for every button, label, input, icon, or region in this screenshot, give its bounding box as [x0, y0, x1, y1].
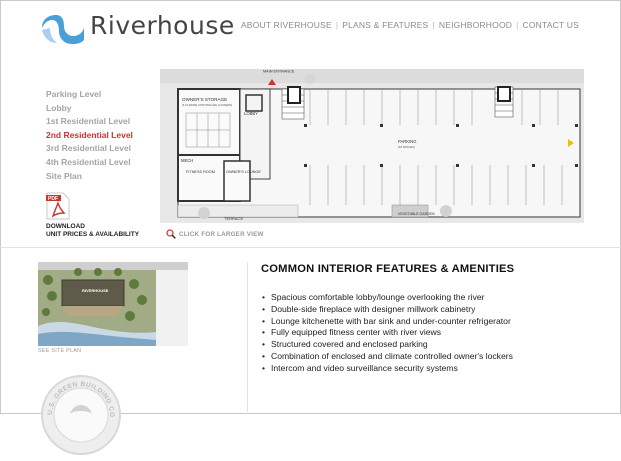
nav-neighborhood[interactable]: NEIGHBORHOOD	[438, 20, 513, 30]
larger-view-link[interactable]	[166, 229, 264, 239]
plan-storage-note: (6 CLIMATE CONTROLLED LOCKERS)	[182, 103, 233, 107]
feature-item: • Double-side fireplace with designer millwork cabinetry	[271, 304, 514, 316]
plan-mech-label: MECH	[181, 158, 194, 163]
feature-item: • Fully equipped fitness center with river views	[271, 327, 514, 339]
level-4th-residential[interactable]: 4th Residential Level	[46, 156, 131, 167]
column-divider	[247, 262, 248, 414]
pdf-file-icon	[46, 192, 70, 220]
feature-item: • Structured covered and enclosed parking	[271, 339, 514, 351]
plan-owners-storage-label: OWNER'S STORAGE	[182, 97, 228, 102]
level-site-plan[interactable]: Site Plan	[46, 170, 82, 181]
plan-terrace-label: TERRACE	[224, 216, 244, 221]
wave-logo-icon	[40, 14, 86, 44]
section-divider	[0, 247, 621, 248]
nav-separator: |	[335, 20, 339, 30]
pdf-download-link[interactable]	[46, 192, 139, 239]
features-list	[261, 292, 514, 375]
plan-parking-note: (18 SPACES)	[398, 145, 415, 149]
features-section	[261, 263, 514, 375]
site-plan-thumbnail[interactable]	[38, 262, 188, 346]
pdf-badge: PDF	[48, 196, 58, 202]
nav-separator: |	[516, 20, 519, 30]
feature-item: • Intercom and video surveillance security systems	[271, 363, 514, 375]
plan-garden-label: VEGETABLE GARDEN	[398, 212, 435, 216]
plan-lobby-label: LOBBY	[244, 111, 258, 116]
plan-main-entrance-label: MAIN ENTRANCE	[263, 69, 295, 74]
download-text: DOWNLOAD	[46, 223, 85, 230]
top-navigation	[237, 20, 579, 30]
level-navigation	[46, 88, 133, 183]
larger-view-label: CLICK FOR LARGER VIEW	[179, 230, 264, 238]
level-lobby[interactable]: Lobby	[46, 102, 72, 113]
unit-prices-text: UNIT PRICES & AVAILABILITY	[46, 231, 140, 238]
green-building-seal	[40, 374, 122, 456]
nav-about[interactable]: ABOUT RIVERHOUSE	[240, 20, 332, 30]
nav-separator: |	[432, 20, 435, 30]
nav-plans-features[interactable]: PLANS & FEATURES	[342, 20, 429, 30]
plan-parking-label: PARKING	[398, 139, 417, 144]
feature-item: • Lounge kitchenette with bar sink and under-counter refrigerator	[271, 316, 514, 328]
feature-item: • Spacious comfortable lobby/lounge overlooking the river	[271, 292, 514, 304]
brand-logo[interactable]	[40, 11, 235, 46]
pdf-download-label	[46, 223, 139, 239]
feature-item: • Combination of enclosed and climate controlled owner's lockers	[271, 351, 514, 363]
brand-name: Riverhouse	[90, 11, 235, 40]
site-plan-building-label: RIVERHOUSE	[82, 288, 109, 293]
level-parking[interactable]: Parking Level	[46, 89, 102, 99]
magnifier-icon	[166, 229, 176, 239]
nav-contact[interactable]: CONTACT US	[522, 20, 579, 30]
features-heading: COMMON INTERIOR FEATURES & AMENITIES	[261, 263, 515, 275]
plan-owners-lounge-label: OWNER'S LOUNGE	[226, 170, 261, 174]
level-2nd-residential[interactable]: 2nd Residential Level	[46, 129, 133, 140]
floor-plan-image[interactable]	[160, 69, 584, 223]
seal-text: U.S. GREEN BUILDING CO	[46, 380, 116, 418]
plan-fitness-label: FITNESS ROOM	[186, 170, 215, 174]
level-3rd-residential[interactable]: 3rd Residential Level	[46, 143, 132, 154]
level-1st-residential[interactable]: 1st Residential Level	[46, 116, 131, 127]
see-site-plan-link[interactable]: SEE SITE PLAN	[38, 348, 82, 354]
